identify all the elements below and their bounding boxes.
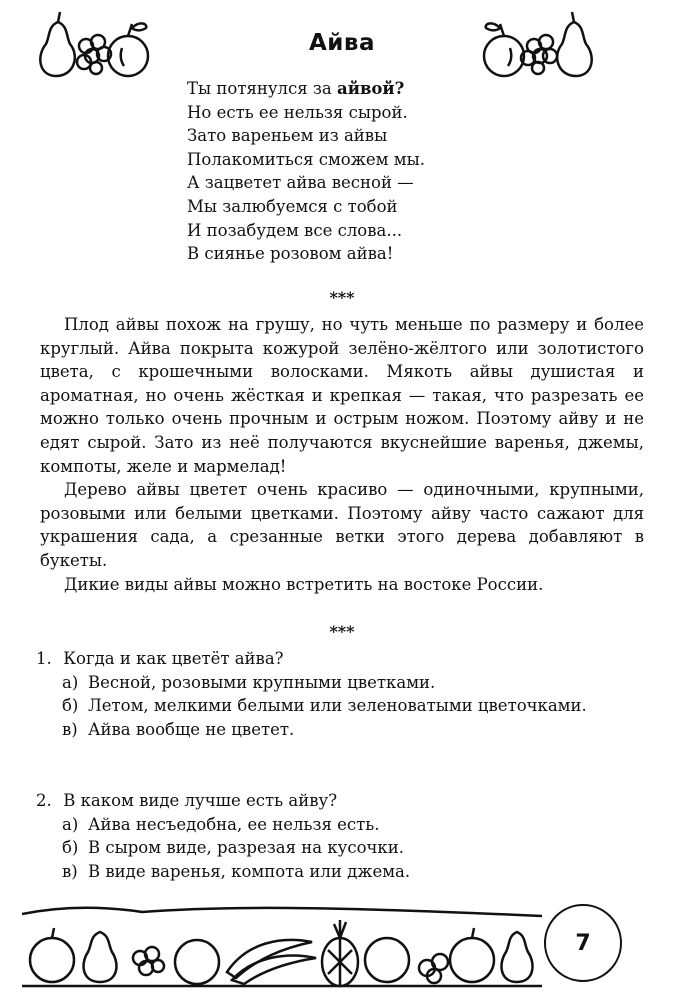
poem-line-text: Ты потянулся за [187, 79, 338, 98]
poem-line: Зато вареньем из айвы [187, 126, 388, 146]
page-number-badge [544, 904, 622, 982]
section-separator: *** [329, 622, 355, 641]
option-text: Айва вообще не цветет. [88, 719, 295, 739]
question-text [36, 789, 648, 813]
question-number: 2. [36, 791, 52, 810]
answer-option [36, 718, 648, 742]
question-label: Когда и как цветёт айва? [63, 649, 284, 668]
option-mark: в) [62, 719, 78, 739]
option-mark: в) [62, 861, 78, 881]
option-mark: а) [62, 672, 79, 692]
answer-option [36, 694, 648, 718]
option-mark: б) [62, 838, 79, 858]
poem [187, 77, 425, 266]
answer-option [36, 671, 648, 695]
option-mark: б) [62, 696, 79, 716]
poem-line: В сиянье розовом айва! [187, 244, 394, 264]
answer-option [36, 813, 648, 837]
question-label: В каком виде лучше есть айву? [63, 791, 338, 810]
page-number: 7 [575, 930, 591, 956]
poem-line: Полакомиться сможем мы. [187, 149, 425, 169]
answer-option [36, 860, 648, 884]
option-text: Весной, розовыми крупными цветками. [88, 672, 436, 692]
option-text: Летом, мелкими белыми или зеленоватыми цветочками. [88, 696, 587, 716]
section-separator: *** [329, 288, 355, 307]
answer-option [36, 836, 648, 860]
poem-line: И позабудем все слова... [187, 220, 403, 240]
question-number: 1. [36, 649, 52, 668]
option-text: В виде варенья, компота или джема. [88, 861, 411, 881]
page-title: Айва [309, 30, 375, 56]
poem-emphasis: айвой? [337, 79, 405, 98]
poem-line: Мы залюбуемся с тобой [187, 196, 398, 216]
article-body [40, 313, 644, 596]
option-mark: а) [62, 814, 79, 834]
fruit-border-illustration [22, 902, 542, 990]
poem-line [187, 77, 425, 101]
question-2 [36, 789, 648, 883]
paragraph: Плод айвы похож на грушу, но чуть меньше по размеру и более круглый. Айва покрыта кожурой зелёно-жёлтого или золотистого цвета, с крошечными волосками. Мякоть айвы душистая и ароматная, но очень жёсткая и крепкая — такая, что разрезать ее можно только очень прочным и острым ножом. Поэтому айву и не едят сырой. Зато из неё получаются вкуснейшие варенья, джемы, компоты, желе и мармелад! [40, 315, 644, 476]
paragraph: Дикие виды айвы можно встретить на востоке России. [64, 574, 544, 594]
poem-line: Но есть ее нельзя сырой. [187, 102, 408, 122]
question-text [36, 647, 648, 671]
question-1 [36, 647, 648, 741]
paragraph: Дерево айвы цветет очень красиво — одиночными, крупными, розовыми или белыми цветками. Поэтому айву часто сажают для украшения сада, а срезанные ветки этого дерева добавляют в букеты. [40, 480, 644, 570]
option-text: Айва несъедобна, ее нельзя есть. [88, 814, 380, 834]
poem-line: А зацветет айва весной — [187, 173, 414, 193]
option-text: В сыром виде, разрезая на кусочки. [88, 838, 404, 858]
